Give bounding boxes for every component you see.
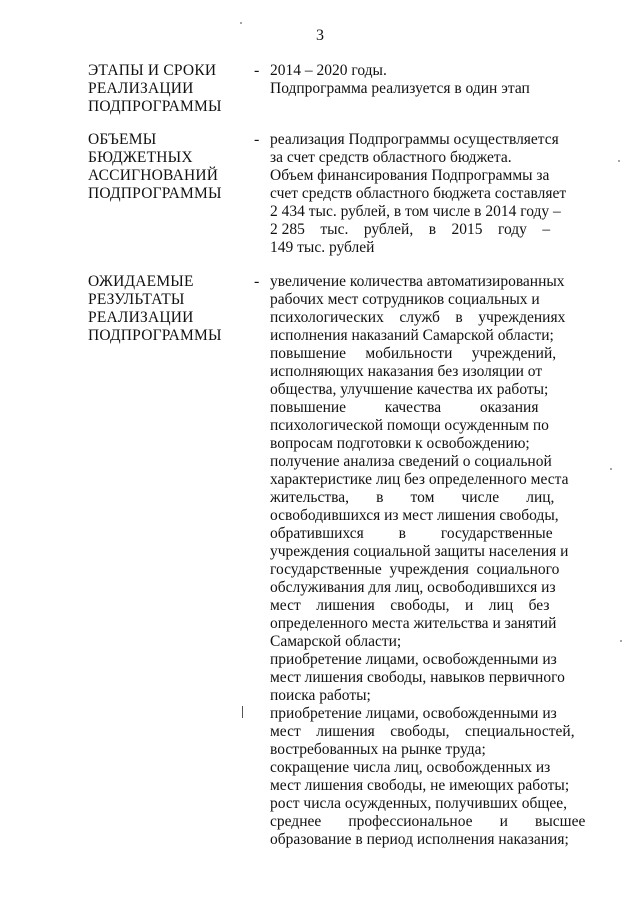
content-line: востребованных на рынке труда; bbox=[270, 741, 486, 758]
label-line: ПОДПРОГРАММЫ bbox=[88, 185, 222, 202]
label-line: ПОДПРОГРАММЫ bbox=[88, 327, 222, 344]
content-line: мест лишения свободы, не имеющих работы; bbox=[270, 777, 570, 794]
scan-dot bbox=[240, 22, 242, 24]
content-line: рабочих мест сотрудников социальных и bbox=[270, 291, 540, 308]
content-line: мест лишения свободы, специальностей, bbox=[270, 723, 575, 740]
label-line: АССИГНОВАНИЙ bbox=[88, 167, 219, 184]
content-line: приобретение лицами, освобожденными из bbox=[270, 651, 557, 668]
content-line: Объем финансирования Подпрограммы за bbox=[270, 167, 550, 184]
content-line: обслуживания для лиц, освободившихся из bbox=[270, 579, 556, 596]
content-line: жительства, в том числе лиц, bbox=[270, 489, 555, 506]
page-number: 3 bbox=[316, 27, 324, 44]
label-line: ОБЪЕМЫ bbox=[88, 131, 157, 148]
scan-dot bbox=[620, 640, 622, 642]
content-line: реализация Подпрограммы осуществляется bbox=[270, 131, 559, 148]
label-line: РЕАЛИЗАЦИИ bbox=[88, 309, 194, 326]
content-line: увеличение количества автоматизированных bbox=[270, 273, 565, 290]
content-line: 2 285 тыс. рублей, в 2015 году – bbox=[270, 221, 551, 238]
scan-dot bbox=[610, 468, 612, 470]
content-line: учреждения социальной защиты населения и bbox=[270, 543, 569, 560]
content-line: поиска работы; bbox=[270, 687, 371, 704]
label-line: ОЖИДАЕМЫЕ bbox=[88, 273, 194, 290]
label-line: БЮДЖЕТНЫХ bbox=[88, 149, 193, 166]
bullet-dash: - bbox=[254, 273, 260, 290]
content-line: вопросам подготовки к освобождению; bbox=[270, 435, 530, 452]
content-line: характеристике лиц без определенного места bbox=[270, 471, 569, 488]
content-line: мест лишения свободы, и лиц без bbox=[270, 597, 550, 614]
content-line: исполнения наказаний Самарской области; bbox=[270, 327, 554, 344]
scan-dot bbox=[618, 160, 620, 162]
content-line: Самарской области; bbox=[270, 633, 402, 650]
bullet-dash: - bbox=[254, 131, 260, 148]
label-line: ПОДПРОГРАММЫ bbox=[88, 98, 222, 115]
content-line: 149 тыс. рублей bbox=[270, 239, 375, 256]
content-line: государственные учреждения социального bbox=[270, 561, 560, 578]
scan-mark bbox=[242, 706, 243, 718]
content-line: психологических служб в учреждениях bbox=[270, 309, 566, 326]
section-label-stages bbox=[88, 62, 258, 116]
content-line: 2 434 тыс. рублей, в том числе в 2014 году – bbox=[270, 203, 561, 220]
content-line: повышение качества оказания bbox=[270, 399, 539, 416]
section-label-budget bbox=[88, 131, 258, 203]
content-line: среднее профессиональное и высшее bbox=[270, 813, 586, 830]
content-line: 2014 – 2020 годы. bbox=[270, 62, 387, 79]
content-line: определенного места жительства и занятий bbox=[270, 615, 557, 632]
label-line: РЕАЛИЗАЦИИ bbox=[88, 80, 194, 97]
section-label-results bbox=[88, 273, 258, 345]
label-line: ЭТАПЫ И СРОКИ bbox=[88, 62, 217, 79]
content-line: освободившихся из мест лишения свободы, bbox=[270, 507, 559, 524]
content-line: исполняющих наказания без изоляции от bbox=[270, 363, 543, 380]
content-line: за счет средств областного бюджета. bbox=[270, 149, 512, 166]
content-line: приобретение лицами, освобожденными из bbox=[270, 705, 557, 722]
content-line: сокращение числа лиц, освобожденных из bbox=[270, 759, 551, 776]
section-content-budget bbox=[270, 131, 567, 257]
bullet-dash: - bbox=[254, 62, 260, 79]
content-line: психологической помощи осужденным по bbox=[270, 417, 549, 434]
content-line: рост числа осужденных, получивших общее, bbox=[270, 795, 568, 812]
content-line: обратившихся в государственные bbox=[270, 525, 553, 542]
content-line: мест лишения свободы, навыков первичного bbox=[270, 669, 565, 686]
content-line: получение анализа сведений о социальной bbox=[270, 453, 552, 470]
section-content-results bbox=[270, 273, 586, 849]
content-line: образование в период исполнения наказания; bbox=[270, 831, 569, 848]
content-line: общества, улучшение качества их работы; bbox=[270, 381, 549, 398]
content-line: счет средств областного бюджета составляет bbox=[270, 185, 567, 202]
label-line: РЕЗУЛЬТАТЫ bbox=[88, 291, 185, 308]
content-line: Подпрограмма реализуется в один этап bbox=[270, 80, 530, 97]
section-content-stages bbox=[270, 62, 560, 98]
content-line: повышение мобильности учреждений, bbox=[270, 345, 557, 362]
